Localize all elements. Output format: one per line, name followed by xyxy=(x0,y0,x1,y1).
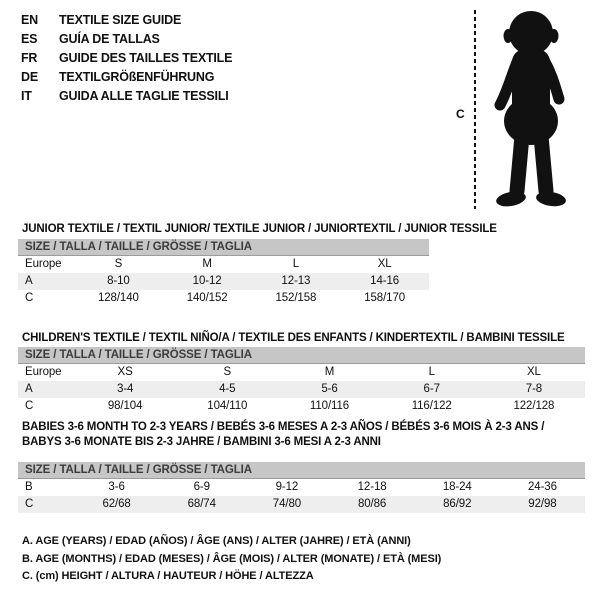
table-cell: 12-13 xyxy=(281,275,311,287)
row-label: C xyxy=(25,498,34,510)
table-cell: 68/74 xyxy=(187,498,216,510)
section-title-babies xyxy=(22,420,544,450)
row-label: Europe xyxy=(25,366,62,378)
table-cell: 14-16 xyxy=(370,275,400,287)
table-cell: 86/92 xyxy=(443,498,472,510)
table-cell: 80/86 xyxy=(357,498,387,510)
language-code: DE xyxy=(21,69,38,84)
table-cell: L xyxy=(428,366,435,378)
table-cell: 4-5 xyxy=(219,383,236,395)
table-cell: XL xyxy=(526,366,541,378)
legend-note-b: B. AGE (MONTHS) / EDAD (MESES) / ÂGE (MOIS) / ALTER (MONATE) / ETÀ (MESI) xyxy=(22,552,442,565)
height-figure xyxy=(420,5,600,220)
baby-silhouette-icon xyxy=(484,8,578,213)
size-header-bar: SIZE / TALLA / TAILLE / GRÖSSE / TAGLIA xyxy=(18,347,585,364)
table-cell: XL xyxy=(377,258,392,270)
section-title-junior: JUNIOR TEXTILE / TEXTIL JUNIOR/ TEXTILE JUNIOR / JUNIORTEXTIL / JUNIOR TESSILE xyxy=(22,222,497,235)
size-header-bar: SIZE / TALLA / TAILLE / GRÖSSE / TAGLIA xyxy=(18,462,585,479)
row-label: C xyxy=(25,400,34,412)
table-cell: 158/170 xyxy=(364,292,406,304)
table-cell: 12-18 xyxy=(357,481,387,493)
language-row xyxy=(21,29,232,48)
table-cell: 24-36 xyxy=(527,481,557,493)
height-marker-label: C xyxy=(456,107,465,121)
table-cell: M xyxy=(324,366,335,378)
language-title: TEXTILGRÖßENFÜHRUNG xyxy=(59,69,215,84)
language-title: GUIDA ALLE TAGLIE TESSILI xyxy=(59,88,229,103)
table-row xyxy=(18,496,585,513)
table-row xyxy=(18,479,585,496)
table-cell: 8-10 xyxy=(107,275,130,287)
section-title-babies-line2: BABYS 3-6 MONATE BIS 2-3 JAHRE / BAMBINI 3-6 MESI A 2-3 ANNI xyxy=(22,436,381,448)
table-cell: XS xyxy=(117,366,133,378)
table-row xyxy=(18,364,585,381)
junior-size-table xyxy=(18,239,429,307)
language-row xyxy=(21,86,232,105)
table-cell: 92/98 xyxy=(528,498,557,510)
row-label: B xyxy=(25,481,33,493)
table-cell: L xyxy=(292,258,300,270)
language-code: ES xyxy=(21,31,38,46)
table-cell: 3-6 xyxy=(108,481,125,493)
table-cell: 116/122 xyxy=(411,400,452,412)
table-cell: M xyxy=(202,258,212,270)
table-row xyxy=(18,398,585,415)
row-label: C xyxy=(25,292,34,304)
section-title-babies-line1: BABIES 3-6 MONTH TO 2-3 YEARS / BEBÉS 3-6 MESES A 2-3 AÑOS / BÉBÉS 3-6 MOIS À 2-3 ANS / xyxy=(22,421,545,433)
section-title-children: CHILDREN'S TEXTILE / TEXTIL NIÑO/A / TEXTILE DES ENFANTS / KINDERTEXTIL / BAMBINI TESSILE xyxy=(22,331,565,344)
table-cell: 9-12 xyxy=(275,481,299,493)
table-row xyxy=(18,273,429,290)
table-cell: 6-9 xyxy=(193,481,210,493)
language-title: TEXTILE SIZE GUIDE xyxy=(59,12,182,27)
language-row xyxy=(21,48,232,67)
table-row xyxy=(18,290,429,307)
legend-note-a: A. AGE (YEARS) / EDAD (AÑOS) / ÂGE (ANS) / ALTER (JAHRE) / ETÀ (ANNI) xyxy=(22,535,411,547)
table-cell: 18-24 xyxy=(442,481,472,493)
table-cell: 98/104 xyxy=(107,400,143,412)
table-cell: 128/140 xyxy=(97,292,139,304)
language-header xyxy=(21,10,232,105)
table-cell: 3-4 xyxy=(116,383,134,395)
row-label: A xyxy=(25,275,33,287)
table-row xyxy=(18,381,585,398)
table-cell: 140/152 xyxy=(186,292,228,304)
language-title: GUIDE DES TAILLES TEXTILE xyxy=(59,50,233,65)
table-cell: 6-7 xyxy=(423,383,440,395)
table-cell: S xyxy=(223,366,232,378)
babies-table-rows xyxy=(18,479,585,513)
table-cell: 74/80 xyxy=(272,498,302,510)
language-code: EN xyxy=(21,12,38,27)
table-cell: 104/110 xyxy=(207,400,248,412)
language-title: GUÍA DE TALLAS xyxy=(59,31,160,46)
language-code: IT xyxy=(21,88,32,103)
babies-size-table xyxy=(18,462,585,513)
children-size-table xyxy=(18,347,585,415)
language-code: FR xyxy=(21,50,38,65)
table-cell: 110/116 xyxy=(309,400,350,412)
table-cell: S xyxy=(114,258,123,270)
table-cell: 10-12 xyxy=(192,275,222,287)
table-cell: 152/158 xyxy=(275,292,317,304)
language-row xyxy=(21,10,232,29)
row-label: Europe xyxy=(25,258,62,270)
size-header-bar: SIZE / TALLA / TAILLE / GRÖSSE / TAGLIA xyxy=(18,239,429,256)
row-label: A xyxy=(25,383,33,395)
junior-table-rows xyxy=(18,256,429,307)
children-table-rows xyxy=(18,364,585,415)
legend-note-c: C. (cm) HEIGHT / ALTURA / HAUTEUR / HÖHE / ALTEZZA xyxy=(22,570,314,582)
height-dashed-line-icon xyxy=(474,10,476,209)
table-cell: 122/128 xyxy=(513,400,555,412)
table-row xyxy=(18,256,429,273)
legend-notes xyxy=(22,533,441,586)
table-cell: 5-6 xyxy=(321,383,338,395)
table-cell: 62/68 xyxy=(102,498,131,510)
table-cell: 7-8 xyxy=(525,383,543,395)
language-row xyxy=(21,67,232,86)
